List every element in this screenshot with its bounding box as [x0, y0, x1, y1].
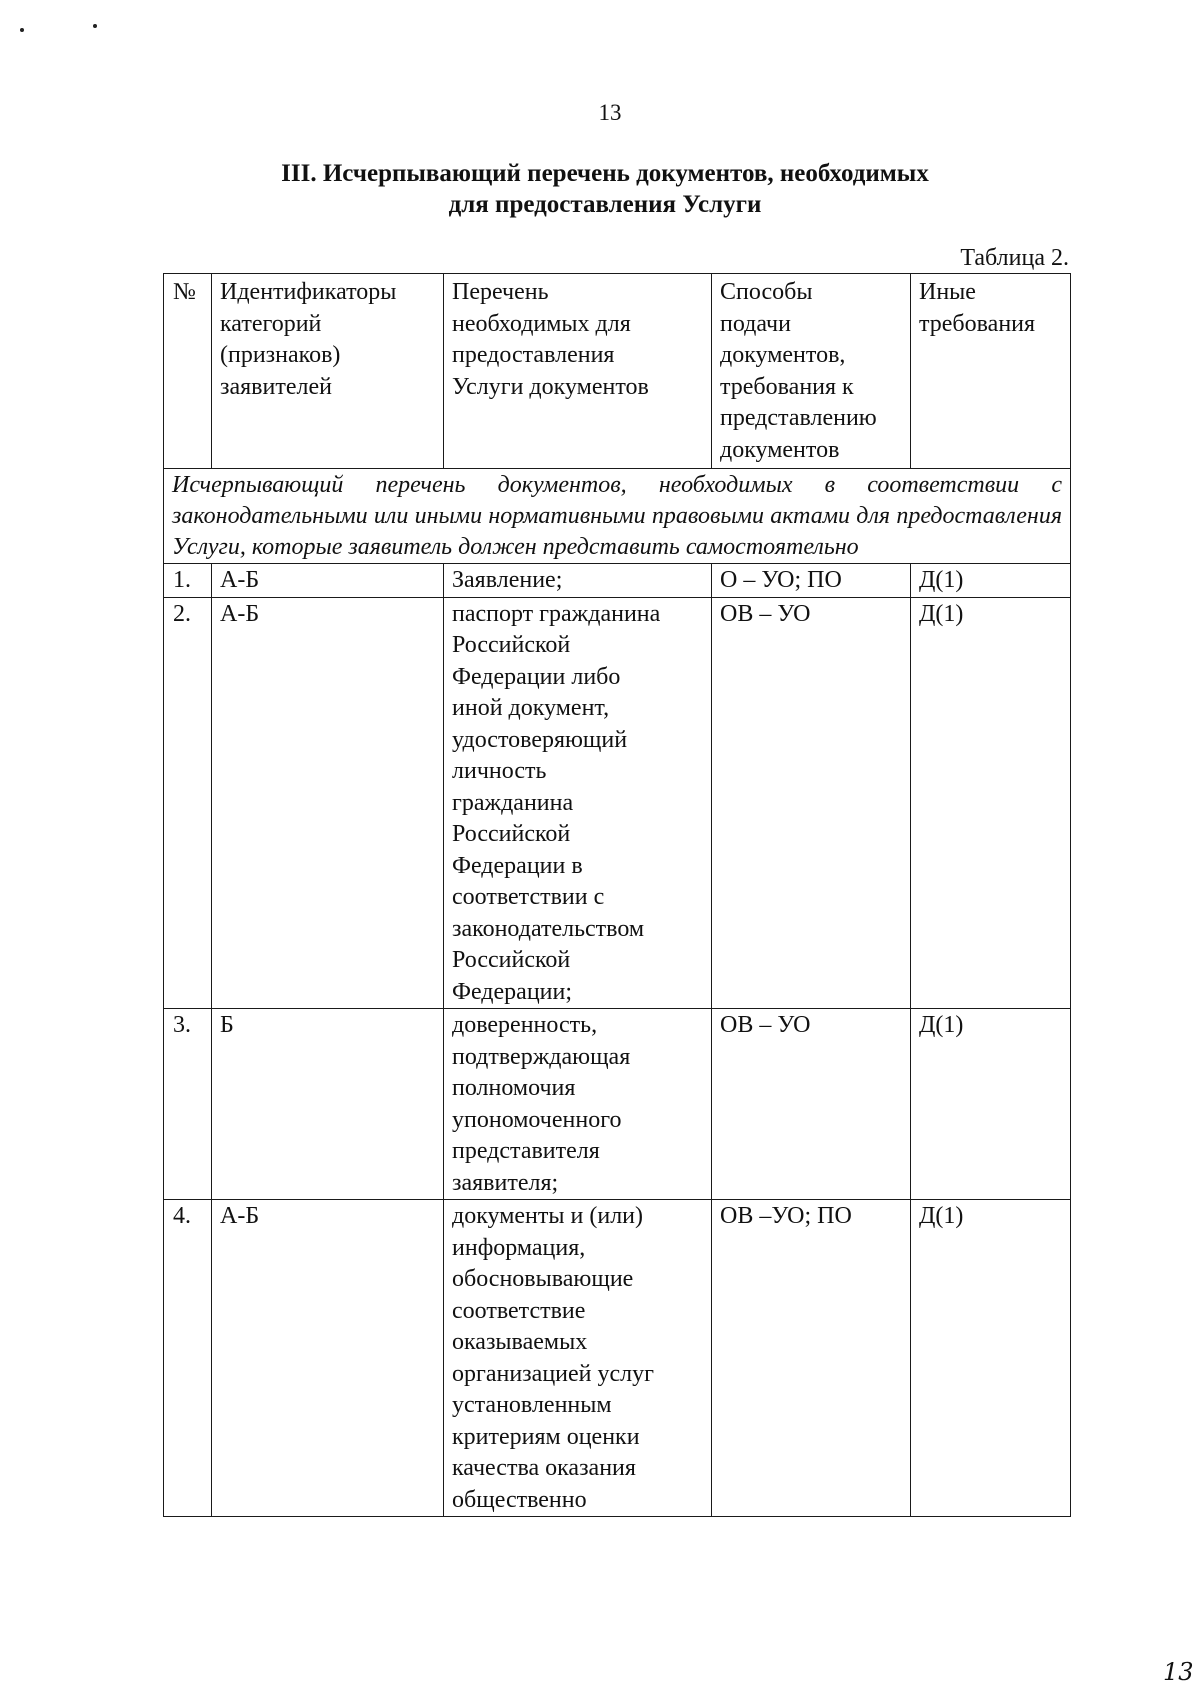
section-title-line-2: для предоставления Услуги	[448, 191, 762, 218]
row-method: ОВ – УО	[712, 597, 911, 1009]
header-num: №	[164, 274, 212, 469]
row-num: 1.	[164, 564, 212, 598]
row-category: А-Б	[212, 1200, 444, 1517]
row-other: Д(1)	[911, 564, 1071, 598]
row-num: 3.	[164, 1009, 212, 1200]
row-category: Б	[212, 1009, 444, 1200]
section-title-line-1: III. Исчерпывающий перечень документов, необходимых	[281, 160, 929, 187]
scan-speck	[20, 28, 24, 32]
row-method: О – УО; ПО	[712, 564, 911, 598]
header-methods: Способы подачи документов, требования к представлению документов	[712, 274, 911, 469]
row-num: 2.	[164, 597, 212, 1009]
row-other: Д(1)	[911, 1200, 1071, 1517]
header-other: Иные требования	[911, 274, 1071, 469]
section-note-row	[164, 469, 1071, 564]
table-row	[164, 597, 1071, 1009]
table-row	[164, 564, 1071, 598]
table-header-row	[164, 274, 1071, 469]
row-num: 4.	[164, 1200, 212, 1517]
documents-table	[163, 273, 1071, 1517]
page-number: 13	[598, 100, 622, 125]
section-title	[0, 158, 1200, 220]
header-documents: Перечень необходимых для предоставления Услуги документов	[444, 274, 712, 469]
table-caption: Таблица 2.	[960, 245, 1069, 271]
row-document: Заявление;	[444, 564, 712, 598]
section-note: Исчерпывающий перечень документов, необходимых в соответствии с законодательными или иными нормативными правовыми актами для предоставления Услуги, которые заявитель должен представить самостоятельно	[164, 469, 1071, 564]
handwritten-page-number: 13	[1163, 1658, 1194, 1686]
table-row	[164, 1009, 1071, 1200]
row-other: Д(1)	[911, 1009, 1071, 1200]
row-category: А-Б	[212, 564, 444, 598]
row-category: А-Б	[212, 597, 444, 1009]
scan-speck	[93, 24, 97, 28]
row-other: Д(1)	[911, 597, 1071, 1009]
row-document: документы и (или) информация, обосновывающие соответствие оказываемых организацией услуг установленным критериям оценки качества оказания общественно	[444, 1200, 712, 1517]
table-row	[164, 1200, 1071, 1517]
row-method: ОВ –УО; ПО	[712, 1200, 911, 1517]
header-identifiers: Идентификаторы категорий (признаков) заявителей	[212, 274, 444, 469]
row-method: ОВ – УО	[712, 1009, 911, 1200]
row-document: паспорт гражданина Российской Федерации либо иной документ, удостоверяющий личность гражданина Российской Федерации в соответствии с законодательством Российской Федерации;	[444, 597, 712, 1009]
row-document: доверенность, подтверждающая полномочия упономоченного представителя заявителя;	[444, 1009, 712, 1200]
